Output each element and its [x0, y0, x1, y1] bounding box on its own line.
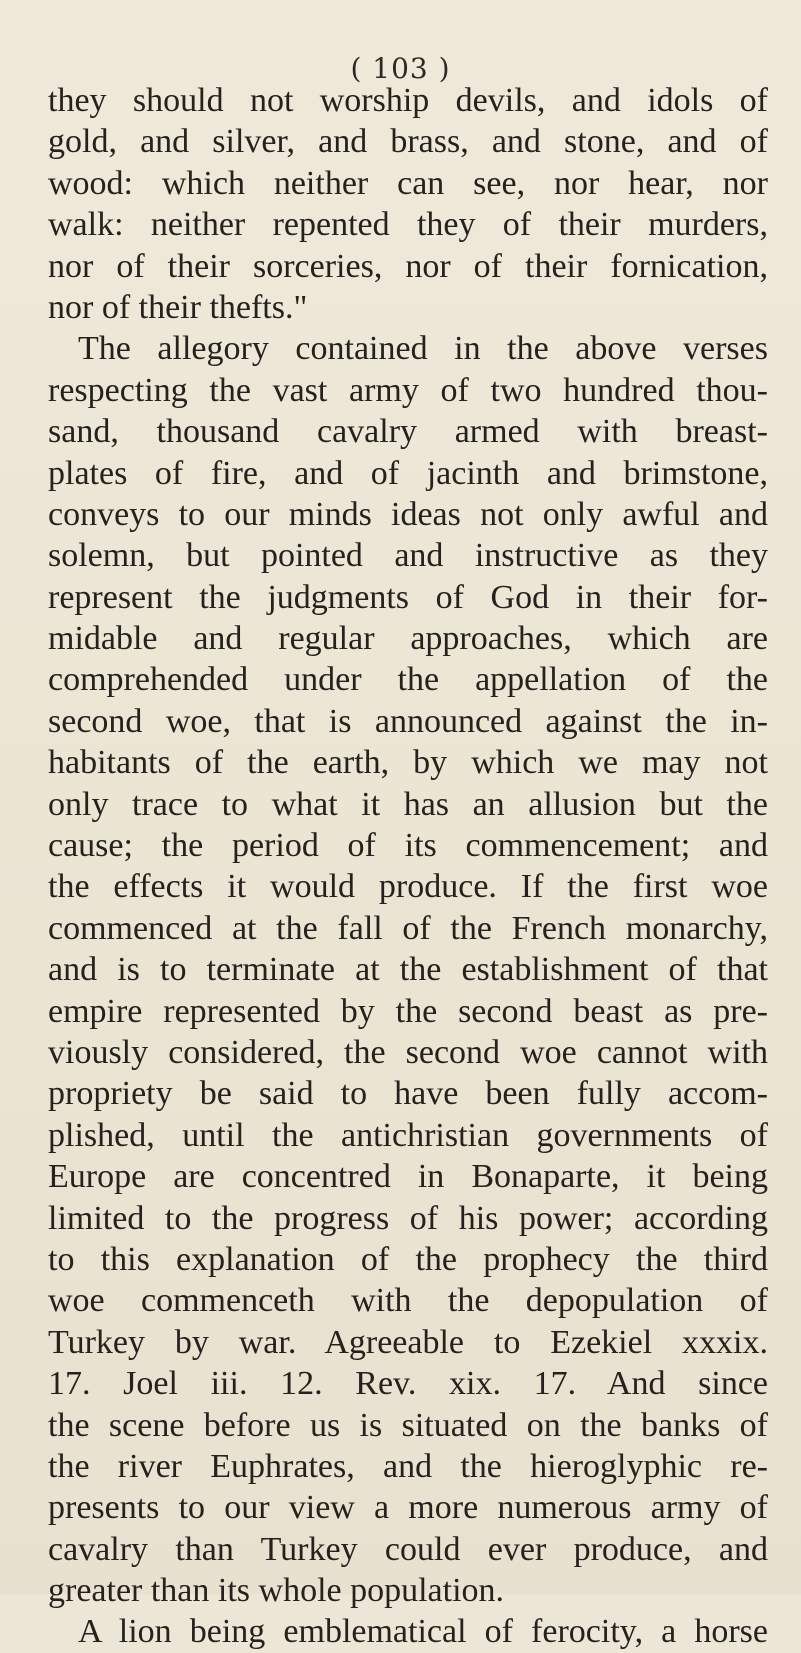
text-line: the effects it would produce. If the first woe: [48, 868, 768, 906]
text-line: gold, and silver, and brass, and stone, and of: [48, 123, 768, 161]
text-line: wood: which neither can see, nor hear, nor: [48, 164, 768, 202]
text-line: respecting the vast army of two hundred thou-: [48, 371, 768, 409]
text-line: they should not worship devils, and idols of: [48, 82, 768, 119]
text-line: propriety be said to have been fully accom-: [48, 1075, 768, 1113]
text-line: cause; the period of its commencement; and: [48, 827, 768, 865]
text-line: plished, until the antichristian governments of: [48, 1116, 768, 1154]
text-line: A lion being emblematical of ferocity, a horse: [78, 1613, 768, 1651]
text-line: to this explanation of the prophecy the third: [48, 1240, 768, 1278]
text-line: The allegory contained in the above verses: [78, 330, 768, 368]
text-line: Turkey by war. Agreeable to Ezekiel xxxix.: [48, 1323, 768, 1361]
page-number: ( 103 ): [350, 52, 451, 85]
text-line: 17. Joel iii. 12. Rev. xix. 17. And since: [48, 1365, 768, 1403]
text-line: represent the judgments of God in their for-: [48, 578, 768, 616]
text-line: cavalry than Turkey could ever produce, and: [48, 1530, 768, 1568]
text-line: empire represented by the second beast as pre-: [48, 992, 768, 1030]
text-line: woe commenceth with the depopulation of: [48, 1282, 768, 1320]
text-line: conveys to our minds ideas not only awful and: [48, 495, 768, 533]
text-line: limited to the progress of his power; according: [48, 1199, 768, 1237]
text-line: walk: neither repented they of their murders,: [48, 206, 768, 244]
text-line: only trace to what it has an allusion but the: [48, 785, 768, 823]
text-line: the river Euphrates, and the hieroglyphic re-: [48, 1447, 768, 1485]
text-line: presents to our view a more numerous army of: [48, 1489, 768, 1527]
text-line: midable and regular approaches, which are: [48, 620, 768, 658]
text-line: and is to terminate at the establishment of that: [48, 951, 768, 989]
text-line: the scene before us is situated on the banks of: [48, 1406, 768, 1444]
text-line: plates of fire, and of jacinth and brimstone,: [48, 454, 768, 492]
text-line: comprehended under the appellation of the: [48, 661, 768, 699]
text-line: sand, thousand cavalry armed with breast-: [48, 413, 768, 451]
text-line: nor of their sorceries, nor of their fornication,: [48, 247, 768, 285]
text-line: Europe are concentred in Bonaparte, it being: [48, 1158, 768, 1196]
text-line: nor of their thefts.": [48, 288, 308, 326]
body-text: [48, 80, 768, 1653]
text-line: second woe, that is announced against the in-: [48, 702, 768, 740]
text-line: habitants of the earth, by which we may not: [48, 744, 768, 782]
text-line: greater than its whole population.: [48, 1572, 505, 1610]
text-line: solemn, but pointed and instructive as they: [48, 537, 768, 575]
text-line: commenced at the fall of the French monarchy,: [48, 909, 768, 947]
text-line: viously considered, the second woe cannot with: [48, 1033, 768, 1071]
